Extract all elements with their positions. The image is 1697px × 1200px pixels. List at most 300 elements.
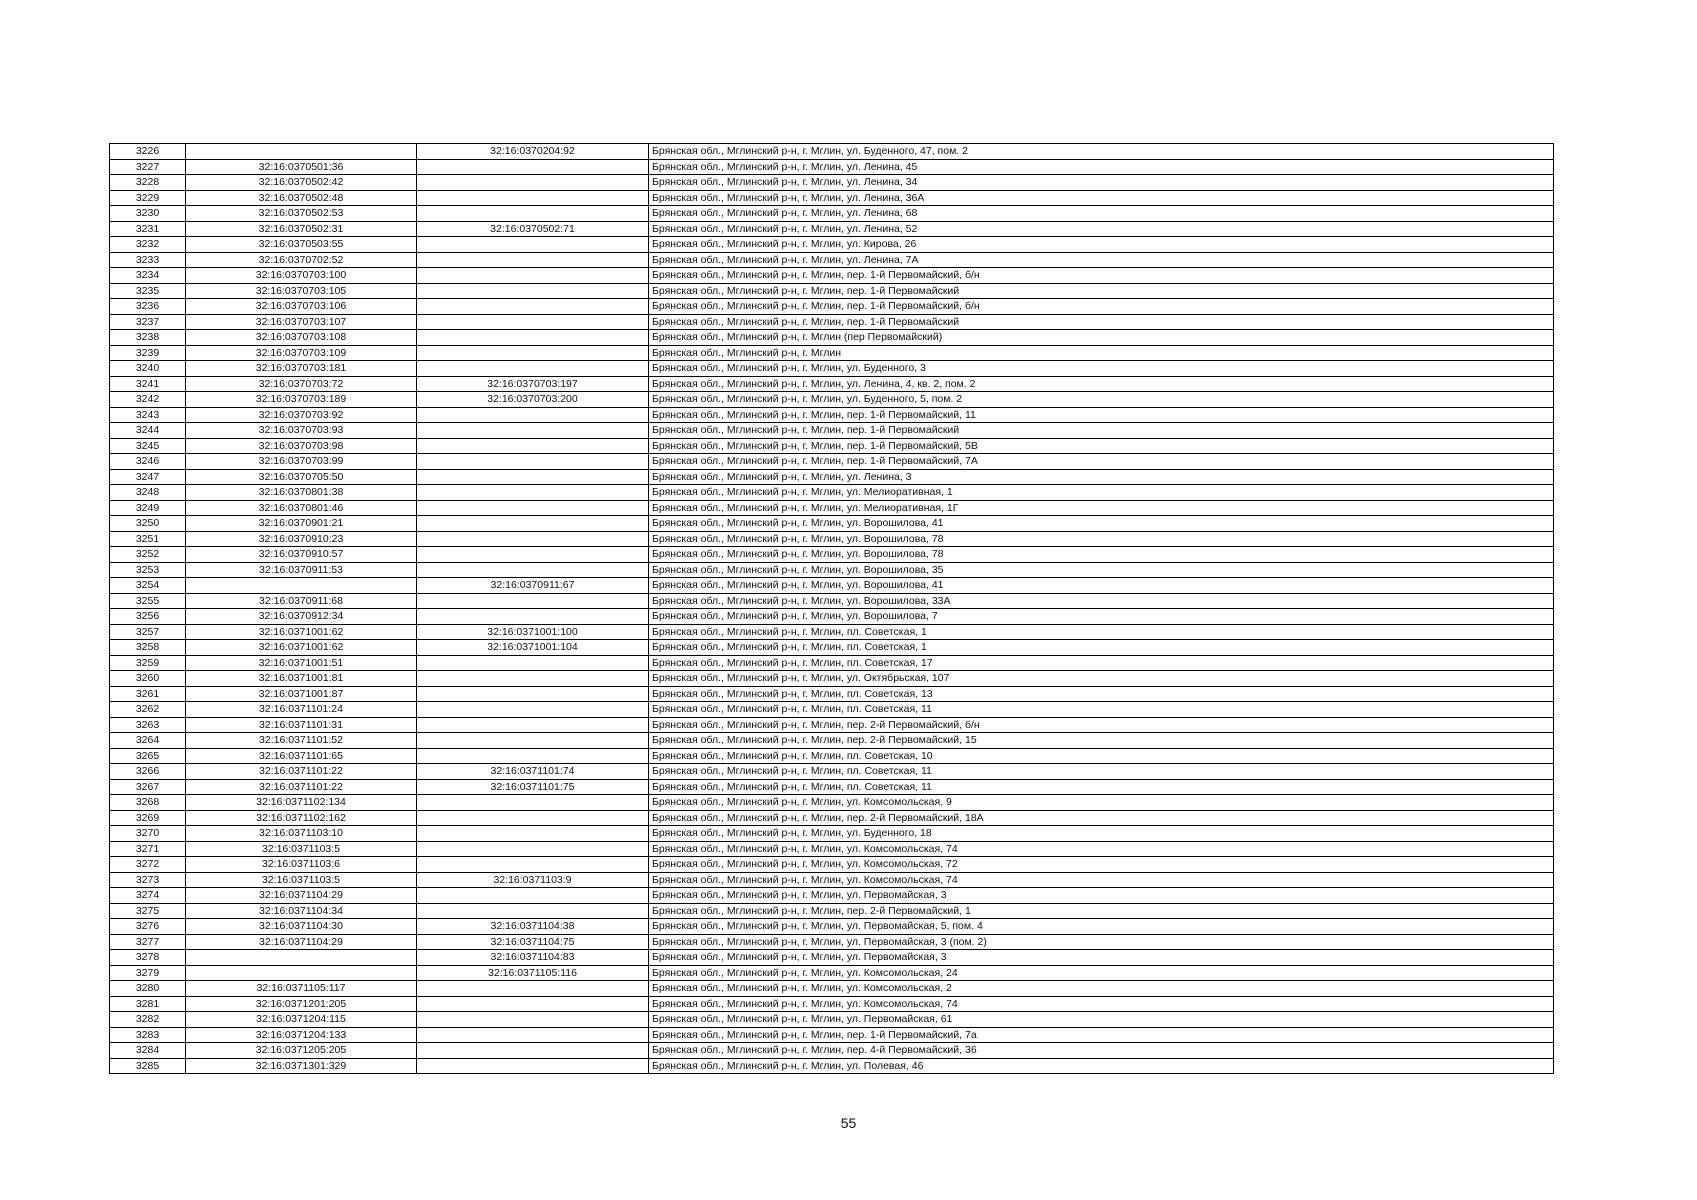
- cadastral-number-room-cell: [417, 268, 649, 284]
- address-cell: Брянская обл., Мглинский р-н, г. Мглин, ул. Ворошилова, 78: [649, 531, 1554, 547]
- address-cell: Брянская обл., Мглинский р-н, г. Мглин, пл. Советская, 11: [649, 779, 1554, 795]
- cadastral-number-room-cell: [417, 500, 649, 516]
- cadastral-number-room-cell: [417, 531, 649, 547]
- address-cell: Брянская обл., Мглинский р-н, г. Мглин, пер. 1-й Первомайский, 7А: [649, 454, 1554, 470]
- cadastral-number-cell: 32:16:0371101:24: [186, 702, 417, 718]
- row-number-cell: 3282: [110, 1012, 186, 1028]
- cadastral-number-room-cell: [417, 702, 649, 718]
- table-row: [110, 283, 1554, 299]
- row-number-cell: 3266: [110, 764, 186, 780]
- cadastral-number-room-cell: [417, 314, 649, 330]
- address-cell: Брянская обл., Мглинский р-н, г. Мглин, пер. 1-й Первомайский: [649, 283, 1554, 299]
- row-number-cell: 3251: [110, 531, 186, 547]
- cadastral-number-room-cell: [417, 1043, 649, 1059]
- table-row: [110, 423, 1554, 439]
- property-registry-table: [109, 143, 1554, 1074]
- row-number-cell: 3253: [110, 562, 186, 578]
- address-cell: Брянская обл., Мглинский р-н, г. Мглин, пл. Советская, 17: [649, 655, 1554, 671]
- address-cell: Брянская обл., Мглинский р-н, г. Мглин, пл. Советская, 11: [649, 702, 1554, 718]
- address-cell: Брянская обл., Мглинский р-н, г. Мглин, ул. Первомайская, 61: [649, 1012, 1554, 1028]
- address-cell: Брянская обл., Мглинский р-н, г. Мглин, пер. 1-й Первомайский, 11: [649, 407, 1554, 423]
- table-row: [110, 299, 1554, 315]
- row-number-cell: 3240: [110, 361, 186, 377]
- row-number-cell: 3285: [110, 1058, 186, 1074]
- row-number-cell: 3276: [110, 919, 186, 935]
- cadastral-number-cell: 32:16:0370910:23: [186, 531, 417, 547]
- cadastral-number-room-cell: 32:16:0371001:104: [417, 640, 649, 656]
- row-number-cell: 3280: [110, 981, 186, 997]
- cadastral-number-cell: 32:16:0370801:46: [186, 500, 417, 516]
- address-cell: Брянская обл., Мглинский р-н, г. Мглин, пер. 1-й Первомайский, 7а: [649, 1027, 1554, 1043]
- row-number-cell: 3278: [110, 950, 186, 966]
- address-cell: Брянская обл., Мглинский р-н, г. Мглин, ул. Комсомольская, 72: [649, 857, 1554, 873]
- address-cell: Брянская обл., Мглинский р-н, г. Мглин, пер. 2-й Первомайский, 1: [649, 903, 1554, 919]
- cadastral-number-cell: 32:16:0370912:34: [186, 609, 417, 625]
- table-row: [110, 268, 1554, 284]
- cadastral-number-cell: [186, 578, 417, 594]
- table-row: [110, 252, 1554, 268]
- table-row: [110, 190, 1554, 206]
- cadastral-number-cell: 32:16:0370801:38: [186, 485, 417, 501]
- address-cell: Брянская обл., Мглинский р-н, г. Мглин, ул. Ворошилова, 78: [649, 547, 1554, 563]
- address-cell: Брянская обл., Мглинский р-н, г. Мглин, пл. Советская, 1: [649, 640, 1554, 656]
- cadastral-number-room-cell: 32:16:0370204:92: [417, 144, 649, 160]
- cadastral-number-room-cell: [417, 469, 649, 485]
- cadastral-number-room-cell: 32:16:0371104:83: [417, 950, 649, 966]
- cadastral-number-room-cell: [417, 516, 649, 532]
- cadastral-number-room-cell: [417, 748, 649, 764]
- cadastral-number-room-cell: [417, 609, 649, 625]
- cadastral-number-cell: 32:16:0371104:34: [186, 903, 417, 919]
- cadastral-number-cell: 32:16:0371001:87: [186, 686, 417, 702]
- cadastral-number-cell: 32:16:0370703:72: [186, 376, 417, 392]
- cadastral-number-cell: 32:16:0371102:134: [186, 795, 417, 811]
- cadastral-number-cell: 32:16:0370703:181: [186, 361, 417, 377]
- row-number-cell: 3252: [110, 547, 186, 563]
- cadastral-number-cell: [186, 965, 417, 981]
- cadastral-number-cell: 32:16:0370502:53: [186, 206, 417, 222]
- address-cell: Брянская обл., Мглинский р-н, г. Мглин (пер Первомайский): [649, 330, 1554, 346]
- table-row: [110, 919, 1554, 935]
- row-number-cell: 3238: [110, 330, 186, 346]
- cadastral-number-cell: 32:16:0370703:106: [186, 299, 417, 315]
- cadastral-number-room-cell: 32:16:0371101:75: [417, 779, 649, 795]
- table-row: [110, 547, 1554, 563]
- table-row: [110, 454, 1554, 470]
- cadastral-number-cell: 32:16:0370703:107: [186, 314, 417, 330]
- row-number-cell: 3235: [110, 283, 186, 299]
- address-cell: Брянская обл., Мглинский р-н, г. Мглин, пер. 1-й Первомайский, б/н: [649, 268, 1554, 284]
- cadastral-number-room-cell: [417, 237, 649, 253]
- table-row: [110, 206, 1554, 222]
- row-number-cell: 3234: [110, 268, 186, 284]
- row-number-cell: 3267: [110, 779, 186, 795]
- cadastral-number-room-cell: [417, 190, 649, 206]
- address-cell: Брянская обл., Мглинский р-н, г. Мглин, ул. Буденного, 18: [649, 826, 1554, 842]
- address-cell: Брянская обл., Мглинский р-н, г. Мглин, пер. 1-й Первомайский, 5В: [649, 438, 1554, 454]
- cadastral-number-cell: 32:16:0370703:189: [186, 392, 417, 408]
- address-cell: Брянская обл., Мглинский р-н, г. Мглин, пер. 1-й Первомайский: [649, 423, 1554, 439]
- table-row: [110, 934, 1554, 950]
- table-row: [110, 764, 1554, 780]
- cadastral-number-cell: 32:16:0370911:53: [186, 562, 417, 578]
- cadastral-number-room-cell: [417, 593, 649, 609]
- table-row: [110, 221, 1554, 237]
- address-cell: Брянская обл., Мглинский р-н, г. Мглин, пер. 1-й Первомайский, б/н: [649, 299, 1554, 315]
- cadastral-number-cell: 32:16:0371104:29: [186, 888, 417, 904]
- cadastral-number-room-cell: [417, 686, 649, 702]
- address-cell: Брянская обл., Мглинский р-н, г. Мглин, ул. Ворошилова, 35: [649, 562, 1554, 578]
- table-row: [110, 175, 1554, 191]
- table-row: [110, 779, 1554, 795]
- table-row: [110, 748, 1554, 764]
- table-row: [110, 841, 1554, 857]
- table-row: [110, 888, 1554, 904]
- cadastral-number-cell: 32:16:0370910:57: [186, 547, 417, 563]
- cadastral-number-cell: 32:16:0370703:108: [186, 330, 417, 346]
- address-cell: Брянская обл., Мглинский р-н, г. Мглин, ул. Комсомольская, 9: [649, 795, 1554, 811]
- row-number-cell: 3236: [110, 299, 186, 315]
- cadastral-number-cell: 32:16:0370703:93: [186, 423, 417, 439]
- address-cell: Брянская обл., Мглинский р-н, г. Мглин, ул. Ленина, 4, кв. 2, пом. 2: [649, 376, 1554, 392]
- cadastral-number-room-cell: [417, 1012, 649, 1028]
- row-number-cell: 3241: [110, 376, 186, 392]
- cadastral-number-cell: [186, 144, 417, 160]
- row-number-cell: 3256: [110, 609, 186, 625]
- address-cell: Брянская обл., Мглинский р-н, г. Мглин, ул. Буденного, 5, пом. 2: [649, 392, 1554, 408]
- row-number-cell: 3260: [110, 671, 186, 687]
- address-cell: Брянская обл., Мглинский р-н, г. Мглин, ул. Ленина, 52: [649, 221, 1554, 237]
- cadastral-number-cell: 32:16:0371101:31: [186, 717, 417, 733]
- table-row: [110, 702, 1554, 718]
- table-row: [110, 717, 1554, 733]
- cadastral-number-room-cell: [417, 733, 649, 749]
- row-number-cell: 3279: [110, 965, 186, 981]
- address-cell: Брянская обл., Мглинский р-н, г. Мглин, ул. Ленина, 7А: [649, 252, 1554, 268]
- address-cell: Брянская обл., Мглинский р-н, г. Мглин, пл. Советская, 11: [649, 764, 1554, 780]
- row-number-cell: 3264: [110, 733, 186, 749]
- address-cell: Брянская обл., Мглинский р-н, г. Мглин, пер. 2-й Первомайский, б/н: [649, 717, 1554, 733]
- address-cell: Брянская обл., Мглинский р-н, г. Мглин, ул. Буденного, 3: [649, 361, 1554, 377]
- address-cell: Брянская обл., Мглинский р-н, г. Мглин, ул. Комсомольская, 74: [649, 872, 1554, 888]
- cadastral-number-room-cell: [417, 717, 649, 733]
- address-cell: Брянская обл., Мглинский р-н, г. Мглин, ул. Ворошилова, 41: [649, 516, 1554, 532]
- cadastral-number-room-cell: 32:16:0371105:116: [417, 965, 649, 981]
- row-number-cell: 3247: [110, 469, 186, 485]
- cadastral-number-cell: 32:16:0371101:22: [186, 779, 417, 795]
- row-number-cell: 3245: [110, 438, 186, 454]
- cadastral-number-room-cell: [417, 562, 649, 578]
- cadastral-number-cell: 32:16:0370703:100: [186, 268, 417, 284]
- row-number-cell: 3246: [110, 454, 186, 470]
- table-row: [110, 407, 1554, 423]
- address-cell: Брянская обл., Мглинский р-н, г. Мглин, ул. Первомайская, 3 (пом. 2): [649, 934, 1554, 950]
- address-cell: Брянская обл., Мглинский р-н, г. Мглин, ул. Ленина, 34: [649, 175, 1554, 191]
- row-number-cell: 3242: [110, 392, 186, 408]
- table-row: [110, 159, 1554, 175]
- cadastral-number-room-cell: [417, 485, 649, 501]
- cadastral-number-room-cell: [417, 655, 649, 671]
- address-cell: Брянская обл., Мглинский р-н, г. Мглин, ул. Октябрьская, 107: [649, 671, 1554, 687]
- row-number-cell: 3228: [110, 175, 186, 191]
- table-row: [110, 671, 1554, 687]
- row-number-cell: 3265: [110, 748, 186, 764]
- address-cell: Брянская обл., Мглинский р-н, г. Мглин, ул. Кирова, 26: [649, 237, 1554, 253]
- table-row: [110, 733, 1554, 749]
- cadastral-number-room-cell: [417, 1027, 649, 1043]
- cadastral-number-room-cell: [417, 841, 649, 857]
- cadastral-number-cell: 32:16:0371001:62: [186, 640, 417, 656]
- cadastral-number-cell: 32:16:0371104:29: [186, 934, 417, 950]
- table-row: [110, 144, 1554, 160]
- cadastral-number-cell: 32:16:0371101:22: [186, 764, 417, 780]
- address-cell: Брянская обл., Мглинский р-н, г. Мглин, ул. Ворошилова, 41: [649, 578, 1554, 594]
- cadastral-number-room-cell: [417, 423, 649, 439]
- cadastral-number-room-cell: [417, 826, 649, 842]
- table-row: [110, 1027, 1554, 1043]
- cadastral-number-cell: 32:16:0370911:68: [186, 593, 417, 609]
- cadastral-number-room-cell: 32:16:0371103:9: [417, 872, 649, 888]
- row-number-cell: 3262: [110, 702, 186, 718]
- row-number-cell: 3229: [110, 190, 186, 206]
- row-number-cell: 3254: [110, 578, 186, 594]
- row-number-cell: 3284: [110, 1043, 186, 1059]
- address-cell: Брянская обл., Мглинский р-н, г. Мглин, ул. Первомайская, 5, пом. 4: [649, 919, 1554, 935]
- cadastral-number-room-cell: 32:16:0370911:67: [417, 578, 649, 594]
- cadastral-number-room-cell: [417, 330, 649, 346]
- row-number-cell: 3250: [110, 516, 186, 532]
- table-row: [110, 1012, 1554, 1028]
- table-row: [110, 810, 1554, 826]
- table-row: [110, 531, 1554, 547]
- address-cell: Брянская обл., Мглинский р-н, г. Мглин: [649, 345, 1554, 361]
- table-row: [110, 500, 1554, 516]
- cadastral-number-room-cell: [417, 671, 649, 687]
- row-number-cell: 3227: [110, 159, 186, 175]
- cadastral-number-room-cell: [417, 888, 649, 904]
- row-number-cell: 3261: [110, 686, 186, 702]
- cadastral-number-room-cell: [417, 345, 649, 361]
- table-row: [110, 996, 1554, 1012]
- table-row: [110, 237, 1554, 253]
- row-number-cell: 3272: [110, 857, 186, 873]
- cadastral-number-room-cell: 32:16:0371101:74: [417, 764, 649, 780]
- table-row: [110, 965, 1554, 981]
- row-number-cell: 3226: [110, 144, 186, 160]
- row-number-cell: 3269: [110, 810, 186, 826]
- address-cell: Брянская обл., Мглинский р-н, г. Мглин, ул. Ворошилова, 33А: [649, 593, 1554, 609]
- address-cell: Брянская обл., Мглинский р-н, г. Мглин, ул. Комсомольская, 24: [649, 965, 1554, 981]
- cadastral-number-room-cell: [417, 206, 649, 222]
- cadastral-number-room-cell: 32:16:0371104:75: [417, 934, 649, 950]
- row-number-cell: 3271: [110, 841, 186, 857]
- row-number-cell: 3231: [110, 221, 186, 237]
- row-number-cell: 3270: [110, 826, 186, 842]
- address-cell: Брянская обл., Мглинский р-н, г. Мглин, ул. Комсомольская, 2: [649, 981, 1554, 997]
- address-cell: Брянская обл., Мглинский р-н, г. Мглин, ул. Ленина, 45: [649, 159, 1554, 175]
- cadastral-number-room-cell: [417, 252, 649, 268]
- cadastral-number-room-cell: [417, 903, 649, 919]
- cadastral-number-cell: 32:16:0370502:31: [186, 221, 417, 237]
- address-cell: Брянская обл., Мглинский р-н, г. Мглин, ул. Ленина, 36А: [649, 190, 1554, 206]
- address-cell: Брянская обл., Мглинский р-н, г. Мглин, ул. Полевая, 46: [649, 1058, 1554, 1074]
- cadastral-number-room-cell: [417, 857, 649, 873]
- cadastral-number-cell: 32:16:0370705:50: [186, 469, 417, 485]
- cadastral-number-cell: 32:16:0370501:36: [186, 159, 417, 175]
- cadastral-number-room-cell: 32:16:0371001:100: [417, 624, 649, 640]
- row-number-cell: 3258: [110, 640, 186, 656]
- address-cell: Брянская обл., Мглинский р-н, г. Мглин, ул. Первомайская, 3: [649, 950, 1554, 966]
- cadastral-number-cell: 32:16:0371204:133: [186, 1027, 417, 1043]
- row-number-cell: 3230: [110, 206, 186, 222]
- cadastral-number-room-cell: [417, 407, 649, 423]
- row-number-cell: 3277: [110, 934, 186, 950]
- address-cell: Брянская обл., Мглинский р-н, г. Мглин, ул. Мелиоративная, 1: [649, 485, 1554, 501]
- cadastral-number-cell: 32:16:0371103:6: [186, 857, 417, 873]
- row-number-cell: 3274: [110, 888, 186, 904]
- table-row: [110, 516, 1554, 532]
- table-row: [110, 903, 1554, 919]
- address-cell: Брянская обл., Мглинский р-н, г. Мглин, ул. Ленина, 68: [649, 206, 1554, 222]
- table-row: [110, 1043, 1554, 1059]
- address-cell: Брянская обл., Мглинский р-н, г. Мглин, пер. 2-й Первомайский, 15: [649, 733, 1554, 749]
- table-row: [110, 485, 1554, 501]
- row-number-cell: 3257: [110, 624, 186, 640]
- cadastral-number-cell: 32:16:0370502:42: [186, 175, 417, 191]
- row-number-cell: 3273: [110, 872, 186, 888]
- cadastral-number-room-cell: 32:16:0370703:200: [417, 392, 649, 408]
- cadastral-number-cell: 32:16:0370702:52: [186, 252, 417, 268]
- address-cell: Брянская обл., Мглинский р-н, г. Мглин, ул. Мелиоративная, 1Г: [649, 500, 1554, 516]
- cadastral-number-cell: 32:16:0371103:10: [186, 826, 417, 842]
- row-number-cell: 3232: [110, 237, 186, 253]
- table-row: [110, 345, 1554, 361]
- table-row: [110, 1058, 1554, 1074]
- row-number-cell: 3233: [110, 252, 186, 268]
- cadastral-number-cell: 32:16:0371101:52: [186, 733, 417, 749]
- cadastral-number-cell: 32:16:0371105:117: [186, 981, 417, 997]
- table-row: [110, 826, 1554, 842]
- table-row: [110, 469, 1554, 485]
- table-row: [110, 640, 1554, 656]
- row-number-cell: 3283: [110, 1027, 186, 1043]
- cadastral-number-cell: 32:16:0371001:62: [186, 624, 417, 640]
- cadastral-number-room-cell: [417, 547, 649, 563]
- row-number-cell: 3249: [110, 500, 186, 516]
- row-number-cell: 3237: [110, 314, 186, 330]
- cadastral-number-room-cell: [417, 795, 649, 811]
- table-row: [110, 795, 1554, 811]
- cadastral-number-cell: 32:16:0370703:105: [186, 283, 417, 299]
- cadastral-number-cell: 32:16:0371001:51: [186, 655, 417, 671]
- cadastral-number-cell: 32:16:0371103:5: [186, 872, 417, 888]
- address-cell: Брянская обл., Мглинский р-н, г. Мглин, пл. Советская, 13: [649, 686, 1554, 702]
- cadastral-number-room-cell: [417, 438, 649, 454]
- address-cell: Брянская обл., Мглинский р-н, г. Мглин, пл. Советская, 10: [649, 748, 1554, 764]
- cadastral-number-room-cell: 32:16:0370502:71: [417, 221, 649, 237]
- cadastral-number-cell: 32:16:0371205:205: [186, 1043, 417, 1059]
- cadastral-number-room-cell: [417, 996, 649, 1012]
- address-cell: Брянская обл., Мглинский р-н, г. Мглин, ул. Первомайская, 3: [649, 888, 1554, 904]
- address-cell: Брянская обл., Мглинский р-н, г. Мглин, пер. 1-й Первомайский: [649, 314, 1554, 330]
- cadastral-number-cell: 32:16:0371001:81: [186, 671, 417, 687]
- address-cell: Брянская обл., Мглинский р-н, г. Мглин, пер. 4-й Первомайский, 36: [649, 1043, 1554, 1059]
- cadastral-number-room-cell: [417, 159, 649, 175]
- cadastral-number-room-cell: [417, 361, 649, 377]
- table-row: [110, 578, 1554, 594]
- address-cell: Брянская обл., Мглинский р-н, г. Мглин, ул. Ленина, 3: [649, 469, 1554, 485]
- table-row: [110, 609, 1554, 625]
- registry-table-body: [110, 144, 1554, 1074]
- cadastral-number-cell: 32:16:0370502:48: [186, 190, 417, 206]
- table-row: [110, 686, 1554, 702]
- table-row: [110, 562, 1554, 578]
- cadastral-number-cell: 32:16:0371201:205: [186, 996, 417, 1012]
- cadastral-number-room-cell: [417, 981, 649, 997]
- row-number-cell: 3248: [110, 485, 186, 501]
- address-cell: Брянская обл., Мглинский р-н, г. Мглин, ул. Комсомольская, 74: [649, 841, 1554, 857]
- address-cell: Брянская обл., Мглинский р-н, г. Мглин, ул. Ворошилова, 7: [649, 609, 1554, 625]
- cadastral-number-cell: [186, 950, 417, 966]
- table-row: [110, 857, 1554, 873]
- cadastral-number-room-cell: [417, 810, 649, 826]
- table-row: [110, 392, 1554, 408]
- cadastral-number-room-cell: [417, 454, 649, 470]
- row-number-cell: 3268: [110, 795, 186, 811]
- table-row: [110, 593, 1554, 609]
- cadastral-number-cell: 32:16:0370703:109: [186, 345, 417, 361]
- cadastral-number-cell: 32:16:0370703:99: [186, 454, 417, 470]
- cadastral-number-cell: 32:16:0371101:65: [186, 748, 417, 764]
- cadastral-number-room-cell: [417, 175, 649, 191]
- row-number-cell: 3243: [110, 407, 186, 423]
- cadastral-number-room-cell: [417, 299, 649, 315]
- cadastral-number-room-cell: [417, 1058, 649, 1074]
- cadastral-number-cell: 32:16:0370703:98: [186, 438, 417, 454]
- row-number-cell: 3281: [110, 996, 186, 1012]
- table-row: [110, 330, 1554, 346]
- table-row: [110, 624, 1554, 640]
- cadastral-number-cell: 32:16:0371204:115: [186, 1012, 417, 1028]
- cadastral-number-cell: 32:16:0371104:30: [186, 919, 417, 935]
- address-cell: Брянская обл., Мглинский р-н, г. Мглин, пер. 2-й Первомайский, 18А: [649, 810, 1554, 826]
- cadastral-number-cell: 32:16:0371103:5: [186, 841, 417, 857]
- row-number-cell: 3263: [110, 717, 186, 733]
- address-cell: Брянская обл., Мглинский р-н, г. Мглин, ул. Буденного, 47, пом. 2: [649, 144, 1554, 160]
- row-number-cell: 3259: [110, 655, 186, 671]
- row-number-cell: 3239: [110, 345, 186, 361]
- cadastral-number-room-cell: 32:16:0370703:197: [417, 376, 649, 392]
- table-row: [110, 314, 1554, 330]
- row-number-cell: 3255: [110, 593, 186, 609]
- address-cell: Брянская обл., Мглинский р-н, г. Мглин, пл. Советская, 1: [649, 624, 1554, 640]
- cadastral-number-cell: 32:16:0371102:162: [186, 810, 417, 826]
- cadastral-number-cell: 32:16:0371301:329: [186, 1058, 417, 1074]
- cadastral-number-cell: 32:16:0370703:92: [186, 407, 417, 423]
- row-number-cell: 3244: [110, 423, 186, 439]
- table-row: [110, 655, 1554, 671]
- table-row: [110, 376, 1554, 392]
- table-row: [110, 361, 1554, 377]
- cadastral-number-room-cell: 32:16:0371104:38: [417, 919, 649, 935]
- cadastral-number-cell: 32:16:0370503:55: [186, 237, 417, 253]
- table-row: [110, 981, 1554, 997]
- table-row: [110, 438, 1554, 454]
- page-number: 55: [840, 1115, 857, 1131]
- cadastral-number-room-cell: [417, 283, 649, 299]
- table-row: [110, 872, 1554, 888]
- cadastral-number-cell: 32:16:0370901:21: [186, 516, 417, 532]
